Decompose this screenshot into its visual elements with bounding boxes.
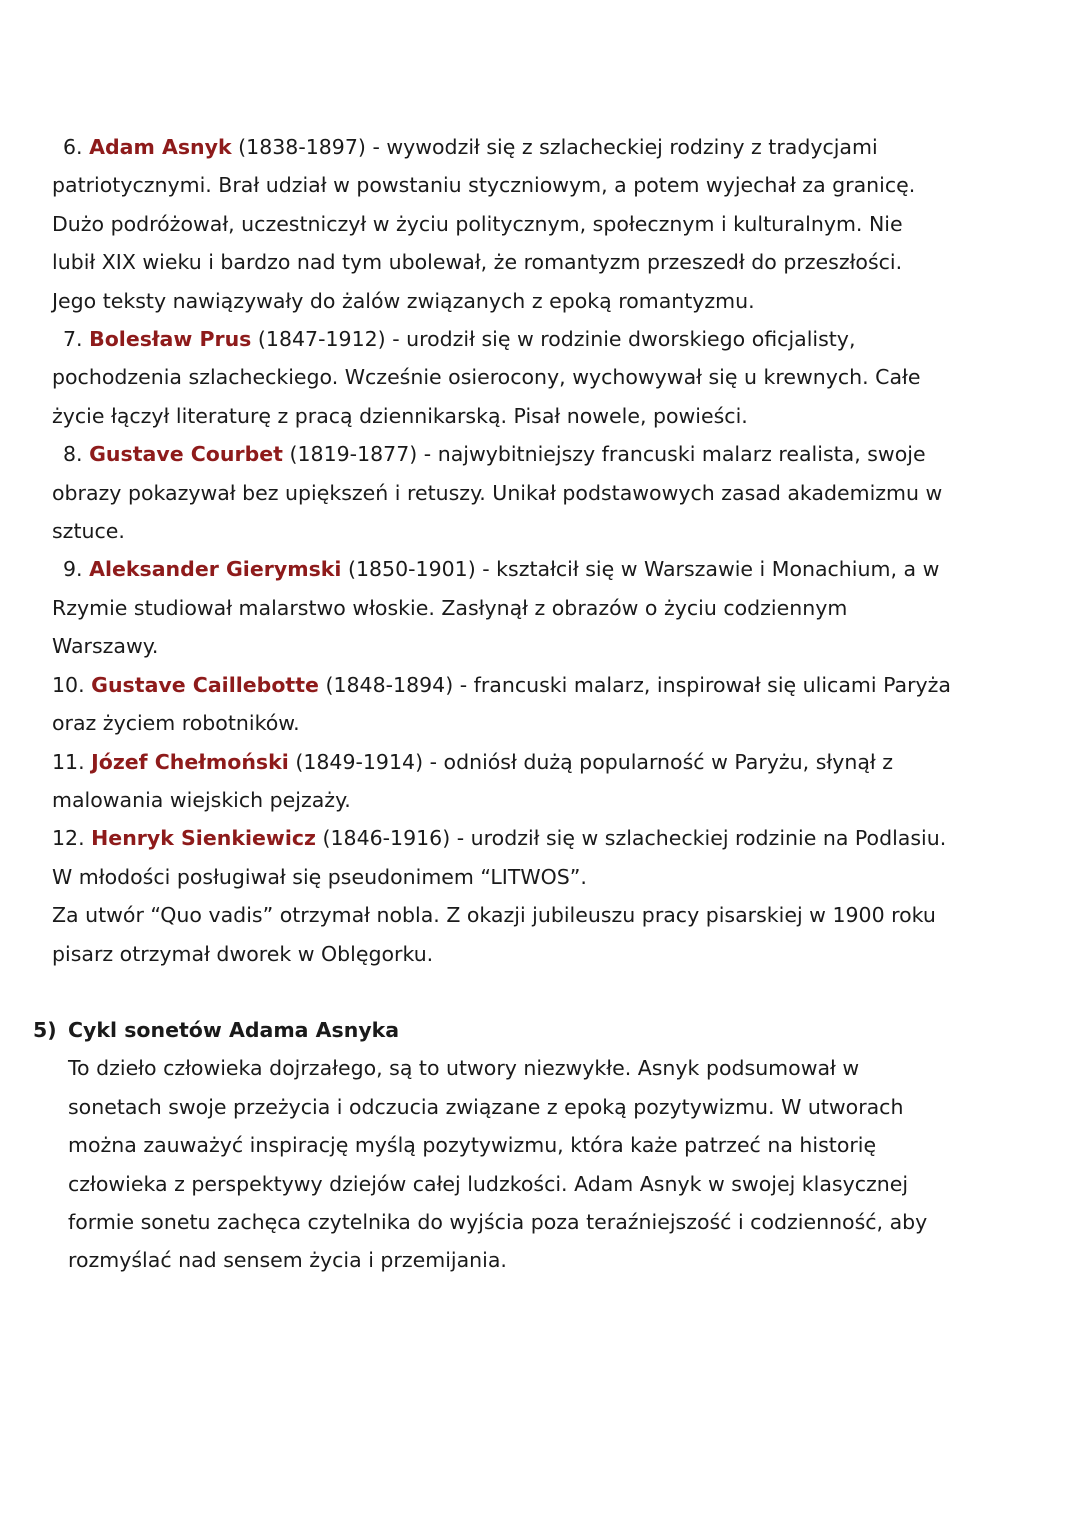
list-item-12 xyxy=(52,819,952,896)
section-heading xyxy=(33,1011,952,1049)
item-text: - urodził się w szlacheckiej rodzinie na Podlasiu. W młodości posługiwał się pseudonimem “LITWOS”. xyxy=(52,826,947,889)
life-dates: (1847-1912) xyxy=(257,327,386,352)
life-dates: (1848-1894) xyxy=(325,672,454,697)
item-text: - urodził się w rodzinie dworskiego oficjalisty, pochodzenia szlacheckiego. Wcześnie osierocony, wychowywał się u krewnych. Całe życie łączył literaturę z pracą dziennikarską. Pisał nowele, powieści. xyxy=(52,327,921,428)
item-number: 8. xyxy=(63,442,83,467)
person-name: Gustave Caillebotte xyxy=(91,672,319,697)
item-number: 9. xyxy=(63,557,83,582)
life-dates: (1819-1877) xyxy=(289,442,418,467)
item-text: - kształcił się w Warszawie i Monachium, a w Rzymie studiował malarstwo włoskie. Zasłynął z obrazów o życiu codziennym Warszawy. xyxy=(52,557,940,659)
item-text: - odniósł dużą popularność w Paryżu, słynął z malowania wiejskich pejzaży. xyxy=(52,749,893,812)
person-name: Gustave Courbet xyxy=(89,442,283,467)
item-text: - najwybitniejszy francuski malarz realista, swoje obrazy pokazywał bez upiększeń i retuszy. Unikał podstawowych zasad akademizmu w sztuce. xyxy=(52,442,943,544)
person-name: Aleksander Gierymski xyxy=(89,557,342,582)
person-name: Adam Asnyk xyxy=(89,135,232,159)
section-5 xyxy=(33,1011,952,1280)
item-text: - francuski malarz, inspirował się ulicami Paryża oraz życiem robotników. xyxy=(52,672,951,736)
person-name: Józef Chełmoński xyxy=(91,749,289,774)
life-dates: (1838-1897) xyxy=(238,135,366,159)
item-number: 7. xyxy=(63,327,83,352)
person-name: Henryk Sienkiewicz xyxy=(91,826,316,851)
item-text: Za utwór “Quo vadis” otrzymał nobla. Z okazji jubileuszu pracy pisarskiej w 1900 roku pisarz otrzymał dworek w Oblęgorku. xyxy=(52,903,936,966)
life-dates: (1846-1916) xyxy=(322,826,451,851)
list-item-6 xyxy=(52,128,952,320)
list-item-9 xyxy=(52,550,952,665)
item-text: - wywodził się z szlacheckiej rodziny z tradycjami patriotycznymi. Brał udział w powstaniu styczniowym, a potem wyjechał za granicę. Dużo podróżował, uczestniczył w życiu politycznym, społecznym i kulturalnym. Nie lubił XIX wieku i bardzo nad tym ubolewał, że romantyzm przeszedł do przeszłości. Jego teksty nawiązywały do żalów związanych z epoką romantyzmu. xyxy=(52,135,916,313)
item-number: 12. xyxy=(52,826,85,851)
section-title: Cykl sonetów Adama Asnyka xyxy=(68,1017,400,1042)
item-number: 11. xyxy=(52,749,85,774)
item-number: 6. xyxy=(63,135,83,159)
life-dates: (1849-1914) xyxy=(295,749,424,774)
section-body: To dzieło człowieka dojrzałego, są to utwory niezwykłe. Asnyk podsumował w sonetach swoje przeżycia i odczucia związane z epoką pozytywizmu. W utworach można zauważyć inspirację myślą pozytywizmu, która każe patrzeć na historię człowieka z perspektywy dziejów całej ludzkości. Adam Asnyk w swojej klasycznej formie sonetu zachęca czytelnika do wyjścia poza teraźniejszość i codzienność, aby rozmyślać nad sensem życia i przemijania. xyxy=(68,1056,928,1273)
list-item-10 xyxy=(52,666,952,743)
list-item-12-continuation xyxy=(52,896,952,973)
list-item-7 xyxy=(52,320,952,435)
life-dates: (1850-1901) xyxy=(347,557,476,582)
list-item-8 xyxy=(52,435,952,550)
list-item-11 xyxy=(52,743,952,820)
section-number: 5) xyxy=(33,1017,57,1042)
person-name: Bolesław Prus xyxy=(89,327,252,352)
item-number: 10. xyxy=(52,672,85,697)
